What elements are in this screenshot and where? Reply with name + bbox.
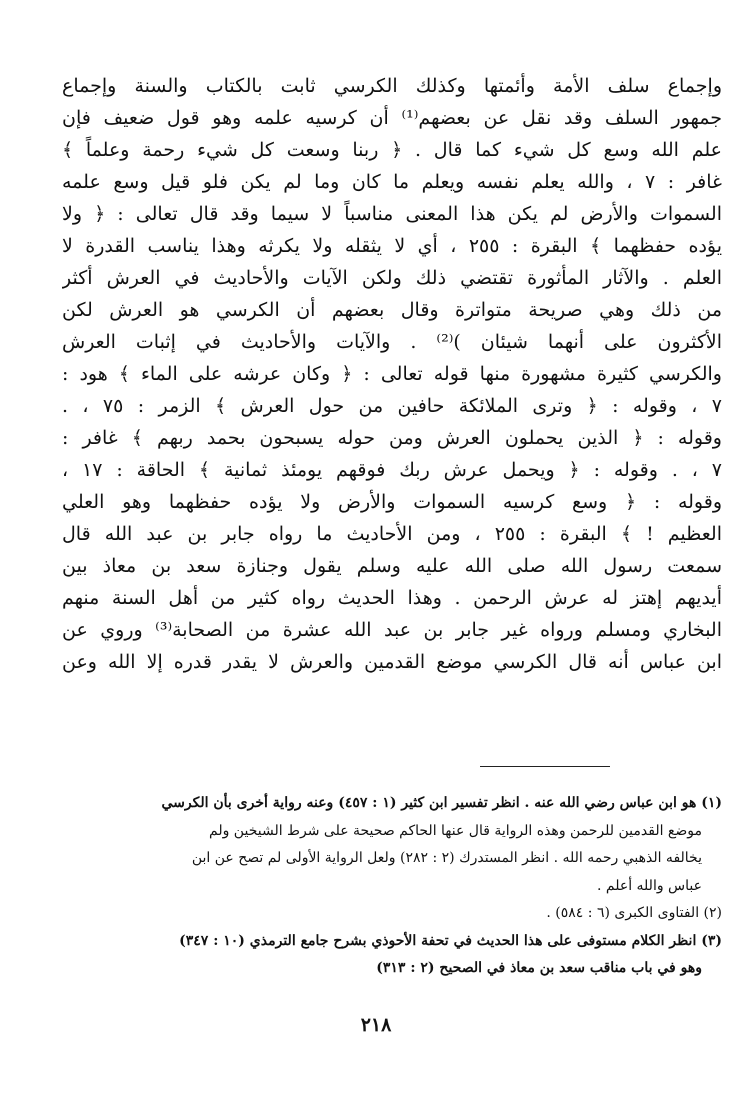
text-line: وإجماع سلف الأمة وأئمتها وكذلك الكرسي ثابت بالكتاب والسنة وإجماع [62,75,722,97]
text-line: وقوله : ﴿ وسع كرسيه السموات والأرض ولا يؤده حفظهما وهو العلي [62,491,722,513]
footnote-line: يخالفه الذهبي رحمه الله . انظر المستدرك (٢ : ٢٨٢) ولعل الرواية الأولى لم تصح عن ابن [191,850,702,866]
text-line: السموات والأرض لم يكن هذا المعنى مناسباً لا سيما وقد قال تعالى : ﴿ ولا [62,203,722,225]
text-line: من ذلك وهي صريحة متواترة وقال بعضهم أن الكرسي هو العرش لكن [62,299,722,321]
text-line: ابن عباس أنه قال الكرسي موضع القدمين والعرش لا يقدر قدره إلا الله وعن [62,651,722,673]
text-line: ٧ ، وقوله : ﴿ وترى الملائكة حافين من حول العرش ﴾ الزمر : ٧٥ ، . [62,395,722,417]
text-line: العظيم ! ﴾ البقرة : ٢٥٥ ، ومن الأحاديث ما رواه جابر بن عبد الله قال [62,523,722,545]
text-line: الأكثرون على أنهما شيئان )⁽²⁾ . والآيات والأحاديث في إثبات العرش [62,331,722,353]
footnote-line: وهو في باب مناقب سعد بن معاذ في الصحيح (٢ : ٣١٣) [376,960,702,976]
footnotes [62,790,722,983]
page-number: ٢١٨ [360,1014,392,1036]
text-line: جمهور السلف وقد نقل عن بعضهم⁽¹⁾ أن كرسيه علمه وهو قول ضعيف فإن [62,107,722,129]
text-line: ٧ ، . وقوله : ﴿ ويحمل عرش ربك فوقهم يومئذ ثمانية ﴾ الحاقة : ١٧ ، [62,459,722,481]
text-line: البخاري ومسلم ورواه غير جابر بن عبد الله عشرة من الصحابة⁽³⁾ وروي عن [62,619,722,641]
footnote-line: (١) هو ابن عباس رضي الله عنه . انظر تفسير ابن كثير (١ : ٤٥٧) وعنه رواية أخرى بأن الكرسي [161,795,722,811]
footnote-separator [480,766,610,767]
footnote-line: موضع القدمين للرحمن وهذه الرواية قال عنها الحاكم صحيحة على شرط الشيخين ولم [209,822,702,839]
main-text [62,70,722,678]
text-line: غافر : ٧ ، والله يعلم نفسه ويعلم ما كان وما لم يكن فلو قيل وسع علمه [62,171,722,193]
text-line: وقوله : ﴿ الذين يحملون العرش ومن حوله يسبحون بحمد ربهم ﴾ غافر : [62,427,722,449]
footnote-line: (٣) انظر الكلام مستوفى على هذا الحديث في تحفة الأحوذي بشرح جامع الترمذي (١٠ : ٣٤٧) [179,932,722,949]
text-line: والكرسي كثيرة مشهورة منها قوله تعالى : ﴿ وكان عرشه على الماء ﴾ هود : [62,363,722,385]
text-line: أيديهم إهتز له عرش الرحمن . وهذا الحديث رواه كثير من أهل السنة منهم [62,587,722,609]
text-line: العلم . والآثار المأثورة تقتضي ذلك ولكن الآيات والأحاديث في العرش أكثر [62,267,722,289]
footnote-line: (٢) الفتاوى الكبرى (٦ : ٥٨٤) . [546,905,722,921]
text-line: سمعت رسول الله صلى الله عليه وسلم يقول وجنازة سعد بن معاذ بين [62,555,722,577]
text-line: يؤده حفظهما ﴾ البقرة : ٢٥٥ ، أي لا يثقله ولا يكرثه وهذا يناسب القدرة لا [62,235,722,257]
text-line: علم الله وسع كل شيء كما قال . ﴿ ربنا وسعت كل شيء رحمة وعلماً ﴾ [62,139,722,161]
footnote-line: عباس والله أعلم . [597,877,702,894]
